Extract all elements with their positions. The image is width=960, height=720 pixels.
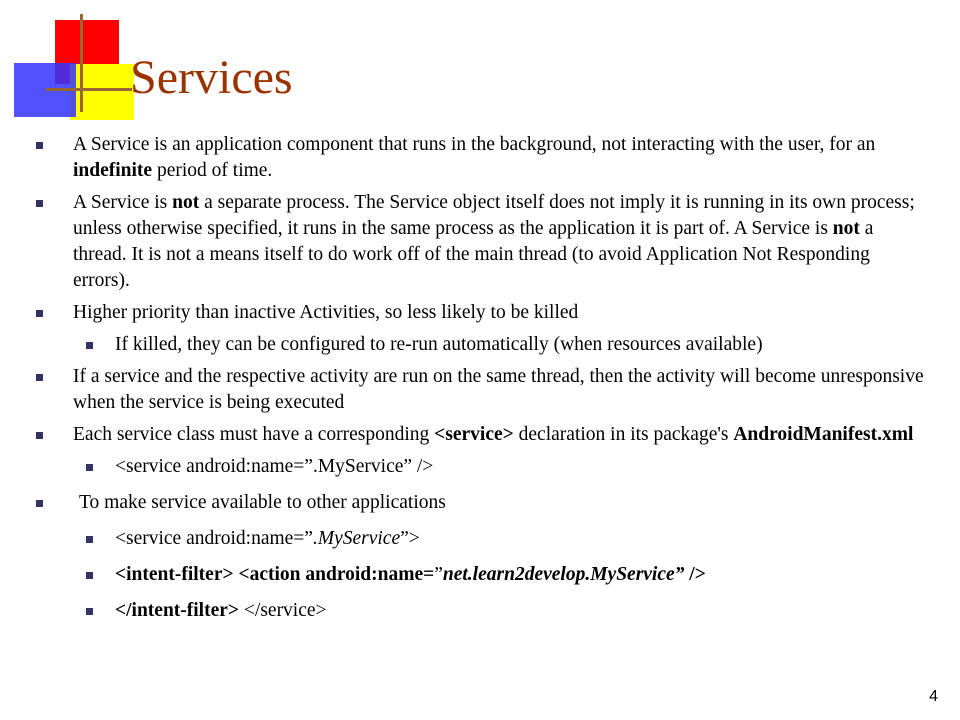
- bullet-list: [36, 132, 926, 630]
- slide-logo: [0, 0, 140, 120]
- emphasis-indefinite: indefinite: [73, 160, 153, 181]
- bullet-marker: [86, 464, 93, 471]
- emphasis-manifest-file: AndroidManifest.xml: [733, 424, 914, 445]
- emphasis-not: not: [832, 218, 860, 239]
- page-number: 4: [929, 688, 938, 705]
- logo-vertical-line: [80, 14, 83, 112]
- subbullet-service-xml: <service android:name=”.MyService” />: [36, 454, 926, 480]
- bullet-marker: [36, 432, 43, 439]
- bullet-marker: [36, 310, 43, 317]
- emphasis-not: not: [172, 192, 200, 213]
- bullet-other-apps: To make service available to other applications: [36, 490, 926, 516]
- bullet-marker: [86, 572, 93, 579]
- subbullet-rerun: If killed, they can be configured to re-run automatically (when resources available): [36, 332, 926, 358]
- subbullet-service-open-tag: <service android:name=”.MyService”>: [36, 526, 926, 552]
- bullet-marker: [36, 374, 43, 381]
- bullet-not-process: A Service is not a separate process. The Service object itself does not imply it is running in its own process; unless otherwise specified, it runs in the same process as the application it is part of. A Service is not a thread. It is not a means itself to do work off of the main thread (to avoid Application Not Responding errors).: [36, 190, 926, 294]
- logo-horizontal-line: [46, 88, 132, 91]
- subbullet-intent-filter: <intent-filter> <action android:name=”net.learn2develop.MyService” />: [36, 562, 926, 588]
- bullet-marker: [36, 142, 43, 149]
- bullet-same-thread: If a service and the respective activity are run on the same thread, then the activity will become unresponsive when the service is being executed: [36, 364, 926, 416]
- bullet-manifest-declaration: Each service class must have a corresponding <service> declaration in its package's AndroidManifest.xml: [36, 422, 926, 448]
- bullet-marker: [86, 342, 93, 349]
- bullet-priority: Higher priority than inactive Activities, so less likely to be killed: [36, 300, 926, 326]
- bullet-marker: [86, 536, 93, 543]
- subbullet-closing-tags: </intent-filter> </service>: [36, 598, 926, 624]
- emphasis-service-tag: <service>: [434, 424, 514, 445]
- bullet-marker: [36, 500, 43, 507]
- slide-title: Services: [130, 51, 293, 104]
- bullet-marker: [36, 200, 43, 207]
- bullet-marker: [86, 608, 93, 615]
- bullet-service-definition: A Service is an application component that runs in the background, not interacting with the user, for an indefinite period of time.: [36, 132, 926, 184]
